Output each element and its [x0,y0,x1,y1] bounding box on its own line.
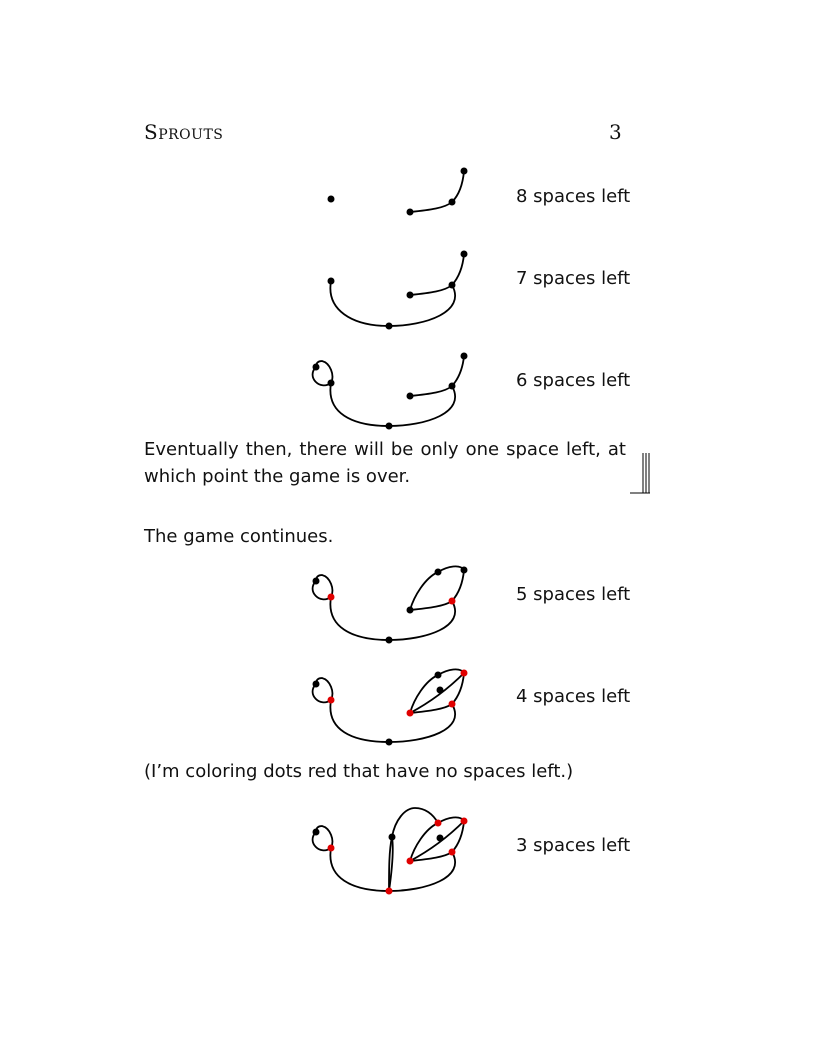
spot [461,567,468,574]
edge [410,171,464,212]
spot [449,199,456,206]
spot [461,251,468,258]
figure-caption-1: 8 spaces left [516,186,631,207]
edge [410,821,464,861]
spot [386,739,393,746]
spot [313,681,320,688]
sprouts-diagram-4 [300,560,480,650]
spot-dead [386,888,393,895]
sprouts-diagram-2 [300,240,480,340]
spot [435,672,442,679]
spot-dead [328,697,335,704]
figure-caption-6: 3 spaces left [516,835,631,856]
edge [410,570,464,610]
spot-dead [435,820,442,827]
sprouts-diagram-6 [300,800,480,900]
spot [461,353,468,360]
sprouts-diagram-1 [300,160,480,230]
page-number: 3 [609,120,622,144]
spot [461,168,468,175]
spot-dead [461,818,468,825]
paragraph-game-continues: The game continues. [144,526,334,547]
figure-caption-5: 4 spaces left [516,686,631,707]
spot [407,607,414,614]
end-of-proof-bars-icon [629,453,651,494]
spot [407,393,414,400]
spot-dead [328,845,335,852]
spot [407,209,414,216]
edge [330,597,455,640]
spot [313,829,320,836]
paragraph-red-dots-note: (I’m coloring dots red that have no spaces left.) [144,761,574,782]
sprouts-diagram-3 [300,345,480,435]
figure-caption-4: 5 spaces left [516,584,631,605]
edge [410,673,464,713]
sprouts-diagram-5 [300,662,480,752]
spot-dead [407,858,414,865]
spot [386,423,393,430]
spot [313,364,320,371]
spot-dead [449,849,456,856]
edge [410,356,464,396]
edge [330,281,455,326]
spot [389,834,396,841]
spot [313,578,320,585]
spot [328,380,335,387]
spot [437,687,444,694]
edge [410,254,464,295]
edge [410,673,464,713]
spot [449,282,456,289]
edge [410,821,464,861]
spot [449,383,456,390]
spot [435,569,442,576]
spot [386,637,393,644]
paragraph-game-over: Eventually then, there will be only one space left, at which point the game is over. [144,439,626,487]
spot [437,835,444,842]
spot [328,278,335,285]
figure-caption-2: 7 spaces left [516,268,631,289]
spot-dead [449,598,456,605]
spot-dead [449,701,456,708]
spot [407,292,414,299]
figure-caption-3: 6 spaces left [516,370,631,391]
spot [328,196,335,203]
running-header-title: Sprouts [144,120,224,144]
spot-dead [328,594,335,601]
spot-dead [461,670,468,677]
spot [386,323,393,330]
edge [330,383,455,426]
spot-dead [407,710,414,717]
edge [330,700,455,742]
